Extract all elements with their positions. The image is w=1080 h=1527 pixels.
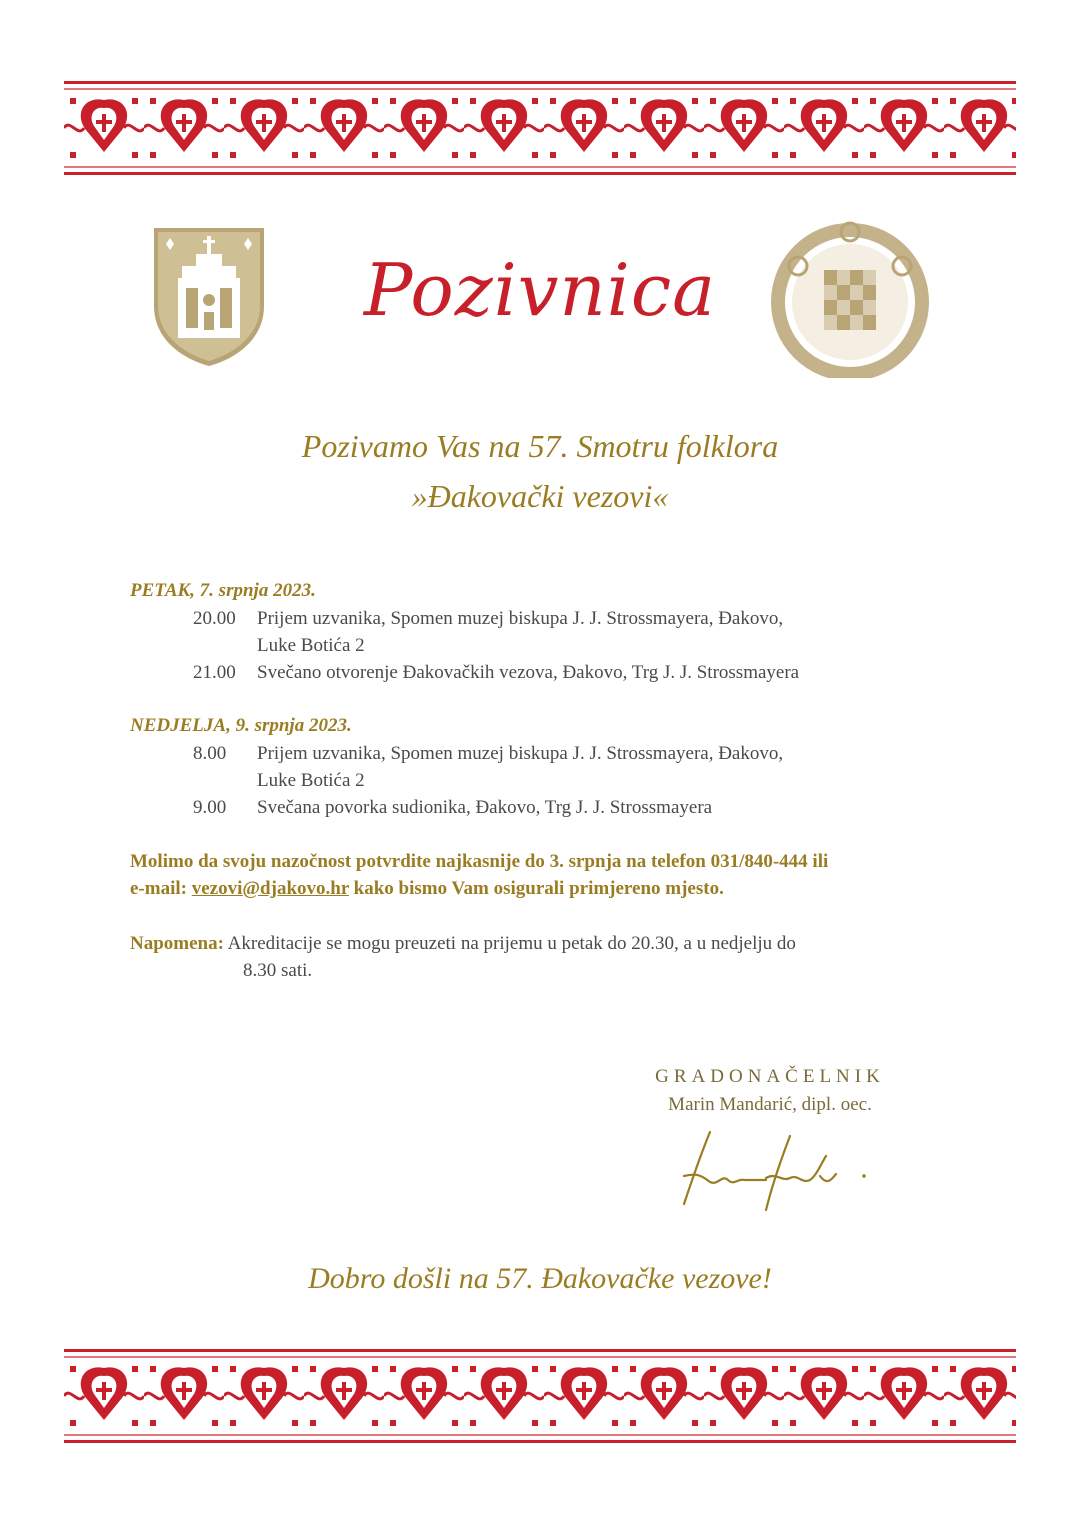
event-time: 20.00 xyxy=(193,608,236,629)
event-time: 21.00 xyxy=(193,662,236,683)
festival-emblem-icon xyxy=(770,218,930,378)
signatory-name: Marin Mandarić, dipl. oec. xyxy=(668,1094,872,1115)
schedule-event xyxy=(193,605,897,659)
note-text: Akreditacije se mogu preuzeti na prijemu u petak do 20.30, a u nedjelju do xyxy=(223,933,796,954)
event-description: Prijem uzvanika, Spomen muzej biskupa J. J. Strossmayera, Đakovo, xyxy=(257,608,784,629)
event-description-continued: Luke Botića 2 xyxy=(257,635,365,656)
rsvp-email-prefix: e-mail: xyxy=(130,878,192,899)
event-time: 8.00 xyxy=(193,743,227,764)
event-description: Svečano otvorenje Đakovačkih vezova, Đakovo, Trg J. J. Strossmayera xyxy=(257,662,800,683)
schedule-event xyxy=(193,740,897,794)
event-description-continued: Luke Botića 2 xyxy=(257,770,365,791)
embroidery-border-bottom xyxy=(64,1346,1016,1446)
page-title: Pozivnica xyxy=(363,248,717,332)
rsvp-text-end: kako bismo Vam osigurali primjereno mjesto. xyxy=(348,878,724,899)
note-label: Napomena: xyxy=(130,933,224,954)
event-description: Prijem uzvanika, Spomen muzej biskupa J. J. Strossmayera, Đakovo, xyxy=(257,743,784,764)
event-time: 9.00 xyxy=(193,797,227,818)
festival-name: »Đakovački vezovi« xyxy=(411,478,669,514)
rsvp-paragraph xyxy=(130,848,960,902)
note-text-continued: 8.30 sati. xyxy=(243,960,313,981)
schedule-event xyxy=(193,794,897,821)
rsvp-text: Molimo da svoju nazočnost potvrdite najkasnije do 3. srpnja na telefon 031/840-444 ili xyxy=(130,851,829,872)
schedule-day-heading: NEDJELJA, 9. srpnja 2023. xyxy=(130,715,352,736)
event-description: Svečana povorka sudionika, Đakovo, Trg J. J. Strossmayera xyxy=(257,797,713,818)
embroidery-border-top xyxy=(64,78,1016,178)
welcome-message: Dobro došli na 57. Đakovačke vezove! xyxy=(308,1262,772,1295)
email-link[interactable]: vezovi@djakovo.hr xyxy=(191,878,349,899)
schedule-day-heading: PETAK, 7. srpnja 2023. xyxy=(130,580,316,601)
invitation-intro: Pozivamo Vas na 57. Smotru folklora xyxy=(301,428,779,464)
handwritten-signature-icon xyxy=(670,1126,880,1216)
schedule-event xyxy=(193,659,897,686)
signatory-title: GRADONAČELNIK xyxy=(655,1066,885,1087)
note-paragraph xyxy=(130,930,930,984)
